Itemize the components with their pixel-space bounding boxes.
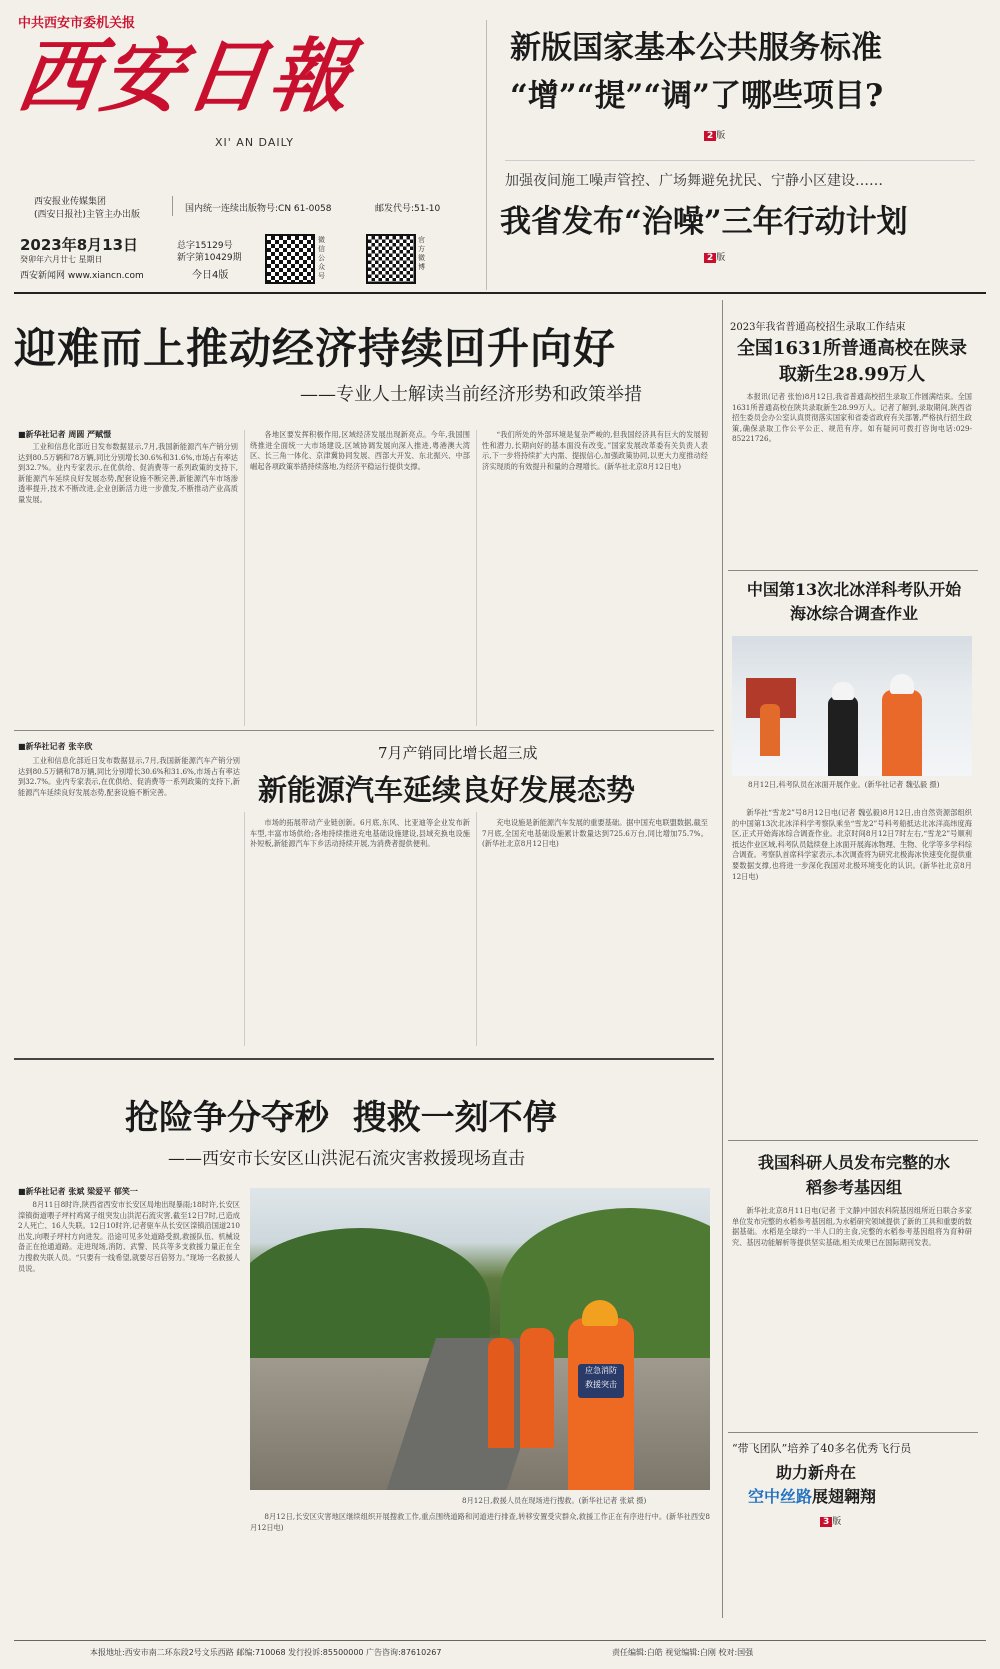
ev-headline[interactable]: 新能源汽车延续良好发展态势 — [258, 773, 636, 807]
page-badge: 2 — [704, 253, 716, 263]
lead-subtitle: ——专业人士解读当前经济形势和政策举措 — [300, 384, 642, 405]
ev-body-col3: 充电设施是新能源汽车发展的重要基础。据中国充电联盟数据,截至7月底,全国充电基础设施累计数量达到725.6万台,同比增加75.7%。(新华社北京8月12日电) — [482, 818, 708, 849]
ev-kicker: 7月产销同比增长超三成 — [378, 744, 538, 762]
page-suffix: 版 — [832, 1517, 842, 1527]
postal-code: 邮发代号:51-10 — [375, 204, 441, 214]
rice-body: 新华社北京8月11日电(记者 于文静)中国农科院基因组所近日联合多家单位发布完整的水稻参考基因组,为水稻研究领域提供了新的工具和重要的数据基础。水稻是全球约一半人口的主食,完整的水稻参考基因组将为育种研究、基因功能解析等提供坚实基础,相关成果已在国际期刊发表。 — [732, 1206, 972, 1247]
page-badge: 3 — [820, 1517, 832, 1527]
top-story-1-line1: 新版国家基本公共服务标准 — [510, 30, 882, 66]
lead-body-col1: 工业和信息化部近日发布数据显示,7月,我国新能源汽车产销分别达到80.5万辆和78万辆,同比分别增长30.6%和31.6%,市场占有率达到32.7%。业内专家表示,在优供给、促消费等一系列政策的支持下,新能源汽车延续良好发展态势,配套设施不断完善,新能源汽车市场渗透率提升,技术不断改进,企业创新活力进一步激发,不断推动产业高质量发展。 — [18, 442, 238, 504]
top-story-2-pageref[interactable] — [700, 250, 725, 263]
arctic-photo — [732, 636, 972, 776]
rescue-headline[interactable]: 抢险争分夺秒 搜救一刻不停 — [125, 1098, 557, 1138]
rescue-subtitle: ——西安市长安区山洪泥石流灾害救援现场直击 — [168, 1149, 525, 1169]
lead-headline[interactable]: 迎难而上推动经济持续回升向好 — [14, 324, 617, 373]
footer-editors: 责任编辑:白皓 视觉编辑:白刚 校对:国强 — [612, 1648, 754, 1657]
teaser-kicker: “带飞团队”培养了40多名优秀飞行员 — [732, 1442, 912, 1455]
top-story-1-pageref[interactable] — [700, 128, 725, 141]
footer-address: 本报地址:西安市南二环东段2号文乐西路 邮编:710068 发行投诉:85500000 广告咨询:87610267 — [90, 1648, 442, 1657]
rescuer-2 — [520, 1328, 554, 1448]
qr-label-weibo: 官方微博 — [418, 236, 425, 271]
researcher-3 — [882, 690, 922, 776]
qr-label-wechat: 微信公众号 — [318, 236, 325, 280]
teaser-rest: 展翅翱翔 — [812, 1487, 877, 1506]
teaser-highlight: 空中丝路 — [748, 1487, 813, 1506]
arctic-body: 新华社“雪龙2”号8月12日电(记者 魏弘毅)8月12日,由自然资源部组织的中国第13次北冰洋科学考察队乘坐“雪龙2”号科考船抵达北冰洋高纬度海区,正式开始海冰综合调查作业。北京时间8月12日7时左右,“雪龙2”号顺利抵达作业区域,科考队员陆续登上冰面开展海冰物理、生物、化学等多学科综合调查。考察队首席科学家表示,本次调查将为研究北极海冰快速变化提供重要数据支撑,也将进一步深化我国对北极环境变化的认识。(新华社北京8月12日电) — [732, 808, 972, 881]
website: 西安新闻网 www.xiancn.com — [20, 271, 144, 281]
top-story-1-title[interactable] — [510, 24, 970, 120]
top-story-2-kicker: 加强夜间施工噪声管控、广场舞避免扰民、宁静小区建设…… — [505, 173, 883, 189]
rescue-body-bottom: 8月12日,长安区灾害地区继续组织开展搜救工作,重点围绕道路和河道进行排查,转移安置受灾群众,救援工作正在有序进行中。(新华社西安8月12日电) — [250, 1512, 710, 1532]
rescuer-3 — [568, 1318, 634, 1490]
lunar-date: 癸卯年六月廿七 星期日 — [20, 255, 103, 264]
page-suffix: 版 — [716, 253, 726, 263]
admission-kicker: 2023年我省普通高校招生录取工作结束 — [730, 322, 906, 333]
issue-total: 总字15129号 — [177, 241, 233, 251]
top-story-1-line2: “增”“提”“调”了哪些项目? — [510, 78, 884, 114]
researcher-1 — [760, 704, 780, 756]
rescue-photo-caption: 8月12日,救援人员在现场进行搜救。(新华社记者 张斌 摄) — [462, 1496, 647, 1505]
arctic-headline[interactable]: 中国第13次北冰洋科考队开始海冰综合调查作业 — [746, 580, 962, 623]
helmet-2 — [832, 682, 854, 700]
rescuer-badge-line1: 应急消防 — [585, 1366, 617, 1375]
lead-byline: ■新华社记者 周圆 严赋憬 — [18, 430, 112, 439]
issue-new: 新字第10429期 — [177, 253, 242, 263]
rescuer-badge — [578, 1364, 624, 1398]
publisher-info: 西安报业传媒集团 (西安日报社)主管主办出版 — [34, 197, 141, 220]
ev-body-col2: 市场的拓展带动产业链创新。6月底,东风、比亚迪等企业发布新车型,丰富市场供给;各地持续推进充电基础设施建设,县域充换电设施补短板,新能源汽车下乡活动持续开展,为消费者提供便利。 — [250, 818, 470, 849]
lead-body-col3: “我们所处的外部环境是复杂严峻的,但我国经济具有巨大的发展韧性和潜力,长期向好的基本面没有改变。”国家发展改革委有关负责人表示,下一步将持续扩大内需、提振信心,加强政策协同,以更大力度推动经济实现质的有效提升和量的合理增长。(新华社北京8月12日电) — [482, 430, 708, 471]
arctic-photo-caption: 8月12日,科考队员在冰面开展作业。(新华社记者 魏弘毅 摄) — [748, 780, 940, 789]
page-suffix: 版 — [716, 131, 726, 141]
qr-code-weibo[interactable] — [366, 234, 416, 284]
party-label: 中共西安市委机关报 — [18, 16, 136, 31]
lead-body-col2: 各地区要发挥积极作用,区域经济发展出现新亮点。今年,我国围绕推进全面统一大市场建设,区域协调发展向深入推进,粤港澳大湾区、长三角一体化、京津冀协同发展、西部大开发、东北振兴、中部崛起各项政策举措持续落地,为经济平稳运行提供支撑。 — [250, 430, 470, 471]
rescue-byline: ■新华社记者 张斌 梁爱平 郁笑一 — [18, 1187, 138, 1196]
top-story-2-title[interactable]: 我省发布“治噪”三年行动计划 — [500, 204, 908, 240]
ev-body-col1: 工业和信息化部近日发布数据显示,7月,我国新能源汽车产销分别达到80.5万辆和78万辆,同比分别增长30.6%和31.6%,市场占有率达到32.7%。业内专家表示,在优供给、促消费等一系列政策的支持下,新能源汽车延续良好发展态势,配套设施不断完善。 — [18, 756, 240, 797]
rice-headline[interactable]: 我国科研人员发布完整的水稻参考基因组 — [757, 1153, 950, 1197]
rescue-photo — [250, 1188, 710, 1490]
rescue-body: 8月11日8时许,陕西省西安市长安区局地出现暴雨;18时许,长安区滦镇街道喂子坪村鸡窝子组突发山洪泥石流灾害,截至12日7时,已造成2人死亡、16人失联。12日10时许,记者驱车从长安区滦镇沿国道210出发,向喂子坪村方向进发。沿途可见多处道路受损,救援队伍、机械设备正在抢通道路。走进现场,消防、武警、民兵等多支救援力量正在全力搜救失联人员。“只要有一线希望,就要尽百倍努力。”现场一名救援人员说。 — [18, 1200, 240, 1273]
teaser-line1[interactable]: 助力新舟在 — [776, 1463, 857, 1482]
issue-date: 2023年8月13日 — [20, 236, 139, 254]
rescuer-1 — [488, 1338, 514, 1448]
teaser-pageref[interactable] — [816, 1514, 841, 1527]
admission-body: 本报讯(记者 张怡)8月12日,我省普通高校招生录取工作圆满结束。全国1631所普通高校在陕共录取新生28.99万人。记者了解到,录取期间,陕西省招生委员会办公室认真贯彻落实国家和省委省政府有关部署,严格执行招生政策,确保录取工作公平公正、规范有序。如有疑问可拨打咨询电话:029-85221726。 — [732, 392, 972, 444]
researcher-2 — [828, 696, 858, 776]
qr-code-wechat[interactable] — [265, 234, 315, 284]
ev-byline: ■新华社记者 张辛欣 — [18, 742, 93, 751]
helmet-3 — [890, 674, 914, 694]
cn-number: 国内统一连续出版物号:CN 61-0058 — [185, 204, 332, 214]
rescuer-badge-line2: 救援突击 — [585, 1380, 617, 1389]
page-badge: 2 — [704, 131, 716, 141]
page-count: 今日4版 — [192, 270, 229, 281]
admission-headline[interactable]: 全国1631所普通高校在陕录取新生28.99万人 — [736, 338, 968, 385]
teaser-line2[interactable] — [748, 1484, 876, 1507]
english-name: XI' AN DAILY — [215, 136, 294, 149]
newspaper-logo: 西安日報 — [11, 29, 361, 123]
